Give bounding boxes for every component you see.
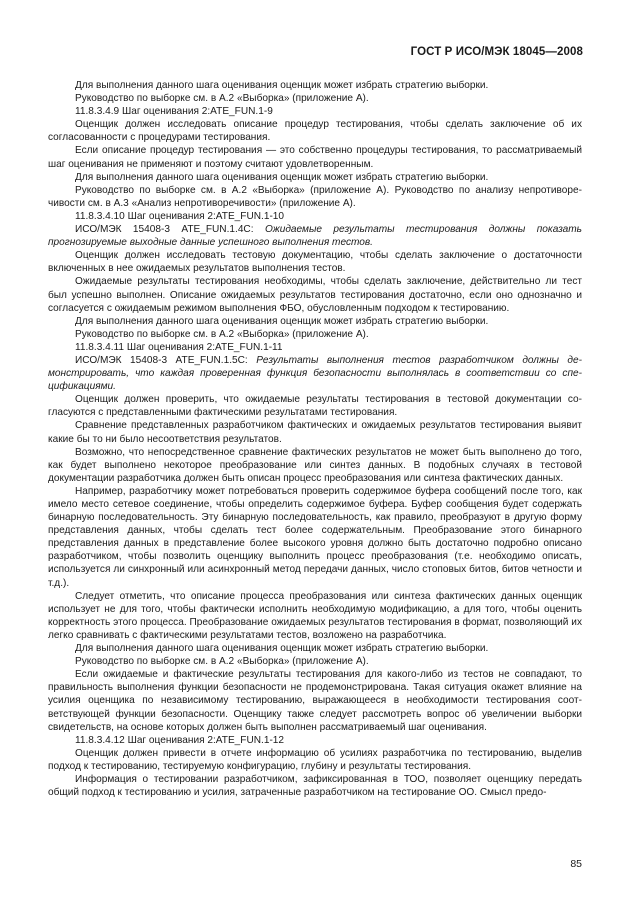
section-heading: 11.8.3.4.11 Шаг оценивания 2:ATE_FUN.1-11: [75, 341, 283, 353]
section-heading: 11.8.3.4.12 Шаг оценивания 2:ATE_FUN.1-12: [75, 734, 285, 746]
paragraph: Для выполнения данного шага оценивания оценщик может избрать стратегию выборки.: [75, 315, 489, 327]
paragraph: Для выполнения данного шага оценивания оценщик может избрать стратегию выборки.: [75, 171, 489, 183]
paragraph: Руководство по выборке см. в А.2 «Выборка» (приложение А). Руководство по анализу непротиворечивости см. в А.3 «Анализ непротиворечивости» (приложение А).: [48, 184, 582, 209]
section-heading: 11.8.3.4.9 Шаг оценивания 2:ATE_FUN.1-9: [75, 106, 273, 118]
paragraph: Если описание процедур тестирования — это собственно процедуры тестирования, то рассматриваемый шаг оценивания не применяют и поэтому считают удовлетворенным.: [48, 145, 582, 170]
page-number: 85: [570, 858, 582, 870]
paragraph: Оценщик должен исследовать описание процедур тестирования, чтобы сделать заключение об их согласованности с процедурами тестирования.: [48, 119, 582, 144]
requirement-text: Ожидаемые результаты тестирования должны показать прогнозируемые выходные данные успешного выполнения тестов.: [48, 224, 582, 249]
paragraph: Возможно, что непосредственное сравнение фактических результатов не может быть выполнено до того, как будет выполнено некоторое преобразование или синтез данных. В подобных случаях в тестовой документации разработчика должен быть описан процесс преобразования или синтеза фактических данных.: [48, 446, 582, 484]
paragraph: Оценщик должен исследовать тестовую документацию, чтобы сделать заключение о достаточности включенных в нее ожидаемых результатов выполнения тестов.: [48, 250, 582, 275]
requirement-quote: [48, 354, 582, 393]
section-heading: 11.8.3.4.10 Шаг оценивания 2:ATE_FUN.1-10: [75, 210, 285, 222]
paragraph: Руководство по выборке см. в А.2 «Выборка» (приложение А).: [75, 656, 369, 668]
paragraph: Ожидаемые результаты тестирования необходимы, чтобы сделать заключение, действительно ли тест был успешно выполнен. Описание ожидаемых результатов тестирования достаточно, если оно однозначно и согласуется с ожидаемым режимом выполнения ФБО, обусловленным подходом к тестированию.: [48, 276, 582, 314]
paragraph: Сравнение представленных разработчиком фактических и ожидаемых результатов тестирования выявит какие бы то ни было несоответствия результатов.: [48, 420, 582, 445]
document-header: ГОСТ Р ИСО/МЭК 18045—2008: [410, 46, 583, 58]
requirement-text: Результаты выполнения тестов разработчиком должны демонстрировать, что каждая проверенная функция безопасности выполнялась в соответствии со спецификациями.: [48, 354, 582, 393]
paragraph: Например, разработчику может потребоваться проверить содержимое буфера сообщений после того, как имело место сетевое соединение, чтобы определить содержимое буфера. Буфер сообщения будет содержать бинарную последовательность. Эту бинарную последовательность, как правило, преобразуют в другую форму представления данных, чтобы сделать тест более содержательным. Преобразование этого бинарного представления данных в представление более высокого уровня должно быть достаточно подробно описано разработчиком, чтобы позволить оценщику выполнить процесс преобразования (т.е. необходимо описать, используется ли синхронный или асинхронный метод передачи данных, число стоповых битов, битов четности и т.д.).: [48, 485, 582, 589]
paragraph: Руководство по выборке см. в А.2 «Выборка» (приложение А).: [75, 93, 369, 105]
paragraph: Для выполнения данного шага оценивания оценщик может избрать стратегию выборки.: [75, 80, 489, 91]
page-body: [48, 79, 582, 799]
paragraph: Оценщик должен проверить, что ожидаемые результаты тестирования в тестовой документации согласуются с представленными фактическими результатами тестирования.: [48, 394, 582, 419]
paragraph: Оценщик должен привести в отчете информацию об усилиях разработчика по тестированию, выделив подход к тестированию, тестируемую конфигурацию, глубину и результаты тестирования.: [48, 747, 582, 772]
paragraph: Следует отметить, что описание процесса преобразования или синтеза фактических данных оценщик использует не для того, чтобы фактически исполнить необходимую модификацию, а для того, чтобы оценить корректность этого процесса. Преобразование ожидаемых результатов тестирования в формат, позволяющий их легко сравнивать с фактическими результатами тестов, возложено на разработчика.: [48, 590, 582, 641]
paragraph: Если ожидаемые и фактические результаты тестирования для какого-либо из тестов не совпадают, то правильность выполнения функции безопасности не продемонстрирована. Такая ситуация окажет влияние на усилия оценщика по независимому тестированию, выражающееся в необходимости тестирования соответствующей функции безопасности. Оценщику также следует рассмотреть вопрос об увеличении выборки свидетельств, на основе которых должен быть выполнен рассматриваемый шаг оценивания.: [48, 669, 582, 733]
requirement-reference: ИСО/МЭК 15408-3 ATE_FUN.1.5C:: [75, 354, 257, 366]
paragraph: Руководство по выборке см. в А.2 «Выборка» (приложение А).: [75, 328, 369, 340]
requirement-quote: [48, 223, 582, 249]
paragraph: Информация о тестировании разработчиком, зафиксированная в ТОО, позволяет оценщику передать общий подход к тестированию и усилия, затраченные разработчиком на тестирование ОО. Смысл предо-: [48, 773, 582, 799]
paragraph: Для выполнения данного шага оценивания оценщик может избрать стратегию выборки.: [75, 643, 489, 655]
requirement-reference: ИСО/МЭК 15408-3 ATE_FUN.1.4C:: [75, 224, 265, 236]
